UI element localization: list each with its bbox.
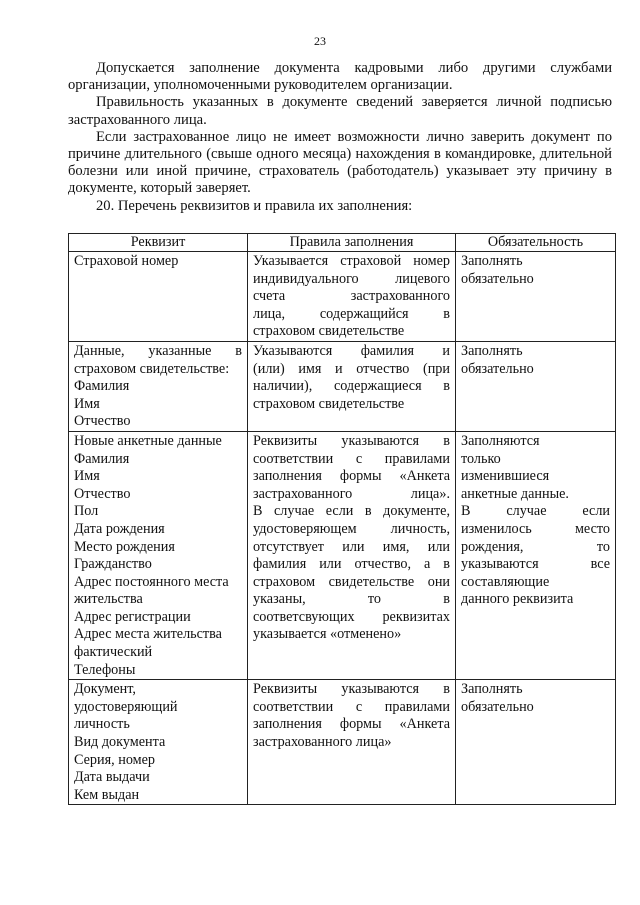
requisite-line: Адрес постоянного места [74,573,229,590]
obligation-line: В случае если [461,503,610,520]
requisite-line: Документ, [74,681,136,698]
cell-obligation [456,680,616,805]
obligation-line: изменившиеся [461,468,550,485]
requisite-line: фактический [74,644,153,661]
table-row [69,431,616,679]
rules-line: В случае если в документе, [253,503,450,520]
cell-requisite [69,431,248,679]
rules-line: страховом свидетельстве [253,323,405,340]
obligation-line: составляющие [461,573,550,590]
rules-line: соответствии с правилами [253,450,450,467]
rules-line: Реквизиты указываются в [253,681,450,698]
rules-line: фамилия или отчество, а в [253,556,450,573]
obligation-line: Заполняются [461,432,540,449]
requisite-line: Отчество [74,485,131,502]
obligation-line: изменилось место [461,520,610,537]
rules-line: застрахованного лица». [253,485,450,502]
requisite-line: Дата выдачи [74,769,150,786]
rules-line: Реквизиты указываются в [253,432,450,449]
requisites-table [68,233,616,805]
requisite-line: страховом свидетельстве: [74,360,230,377]
table-header-row [69,234,616,252]
requisite-line: Гражданство [74,556,152,573]
rules-line: счета застрахованного [253,288,450,305]
obligation-line: Заполнять [461,681,523,698]
requisite-line: Кем выдан [74,786,140,803]
paragraph-employer-reason: Если застрахованное лицо не имеет возможности лично заверить документ по причине длительного (свыше одного месяца) нахождения в командировке, длительной болезни или иной причине, страхователь (работодатель) указывает эту причину в документе, который заверяет. [68,128,612,197]
header-rules: Правила заполнения [248,234,456,252]
requisite-line: жительства [74,591,143,608]
rules-line: соответсвующих реквизитах [253,608,450,625]
obligation-line: указываются все [461,556,610,573]
requisite-line: Новые анкетные данные [74,432,222,449]
cell-requisite [69,252,248,342]
table-row [69,252,616,342]
obligation-line: данного реквизита [461,591,574,608]
rules-line: (или) имя и отчество (при [253,360,450,377]
rules-line: страховом свидетельстве [253,395,405,412]
rules-line: указаны, то в [253,591,450,608]
cell-obligation [456,252,616,342]
rules-line: лица, содержащийся в [253,305,450,322]
requisite-line: Пол [74,503,99,520]
requisite-line: Имя [74,468,100,485]
cell-obligation [456,431,616,679]
requisite-line: Адрес места жительства [74,626,222,643]
paragraph-signature: Правильность указанных в документе сведений заверяется личной подписью застрахованного лица. [68,94,612,128]
cell-obligation [456,341,616,431]
cell-rules [248,252,456,342]
requisite-line: Страховой номер [74,253,179,269]
requisite-line: Телефоны [74,661,136,678]
requisite-line: Данные, указанные в [74,342,242,359]
header-obligation: Обязательность [456,234,616,252]
obligation-line: Заполнять [461,342,523,359]
cell-rules [248,431,456,679]
obligation-line: рождения, то [461,538,610,555]
cell-rules [248,680,456,805]
rules-line: удостоверяющем личность, [253,520,450,537]
rules-line: застрахованного лица» [253,734,392,751]
obligation-line: только [461,450,501,467]
rules-line: отсутствует или имя, или [253,538,450,555]
requisite-line: Вид документа [74,734,166,751]
requisite-line: Отчество [74,413,131,430]
rules-line: Указывается страховой номер [253,253,450,269]
page-number: 23 [314,34,326,48]
obligation-line: обязательно [461,698,534,715]
table-row [69,341,616,431]
requisite-line: Адрес регистрации [74,608,191,625]
paragraph-filling-permission: Допускается заполнение документа кадровыми либо другими службами организации, уполномоченными руководителем организации. [68,60,612,94]
requisite-line: Имя [74,395,100,412]
body-text [68,60,612,215]
requisite-line: удостоверяющий [74,698,178,715]
obligation-line: обязательно [461,360,534,377]
requisite-line: личность [74,716,130,733]
requisite-line: Дата рождения [74,520,165,537]
rules-line: заполнения формы «Анкета [253,716,450,733]
requisite-line: Фамилия [74,378,130,395]
requisite-line: Фамилия [74,450,130,467]
rules-line: наличии), содержащиеся в [253,378,450,395]
rules-line: Указываются фамилия и [253,342,450,359]
requisite-line: Место рождения [74,538,175,555]
obligation-line: Заполнять [461,253,523,269]
paragraph-section-title: 20. Перечень реквизитов и правила их заполнения: [96,197,413,214]
cell-requisite [69,341,248,431]
header-requisite: Реквизит [69,234,248,252]
obligation-line: анкетные данные. [461,485,569,502]
rules-line: указывается «отменено» [253,626,402,643]
table-row [69,680,616,805]
requisite-line: Серия, номер [74,751,156,768]
obligation-line: обязательно [461,270,534,287]
rules-line: соответствии с правилами [253,698,450,715]
rules-line: заполнения формы «Анкета [253,468,450,485]
cell-requisite [69,680,248,805]
table-body [69,252,616,805]
rules-line: индивидуального лицевого [253,270,450,287]
cell-rules [248,341,456,431]
rules-line: страховом свидетельстве они [253,573,450,590]
